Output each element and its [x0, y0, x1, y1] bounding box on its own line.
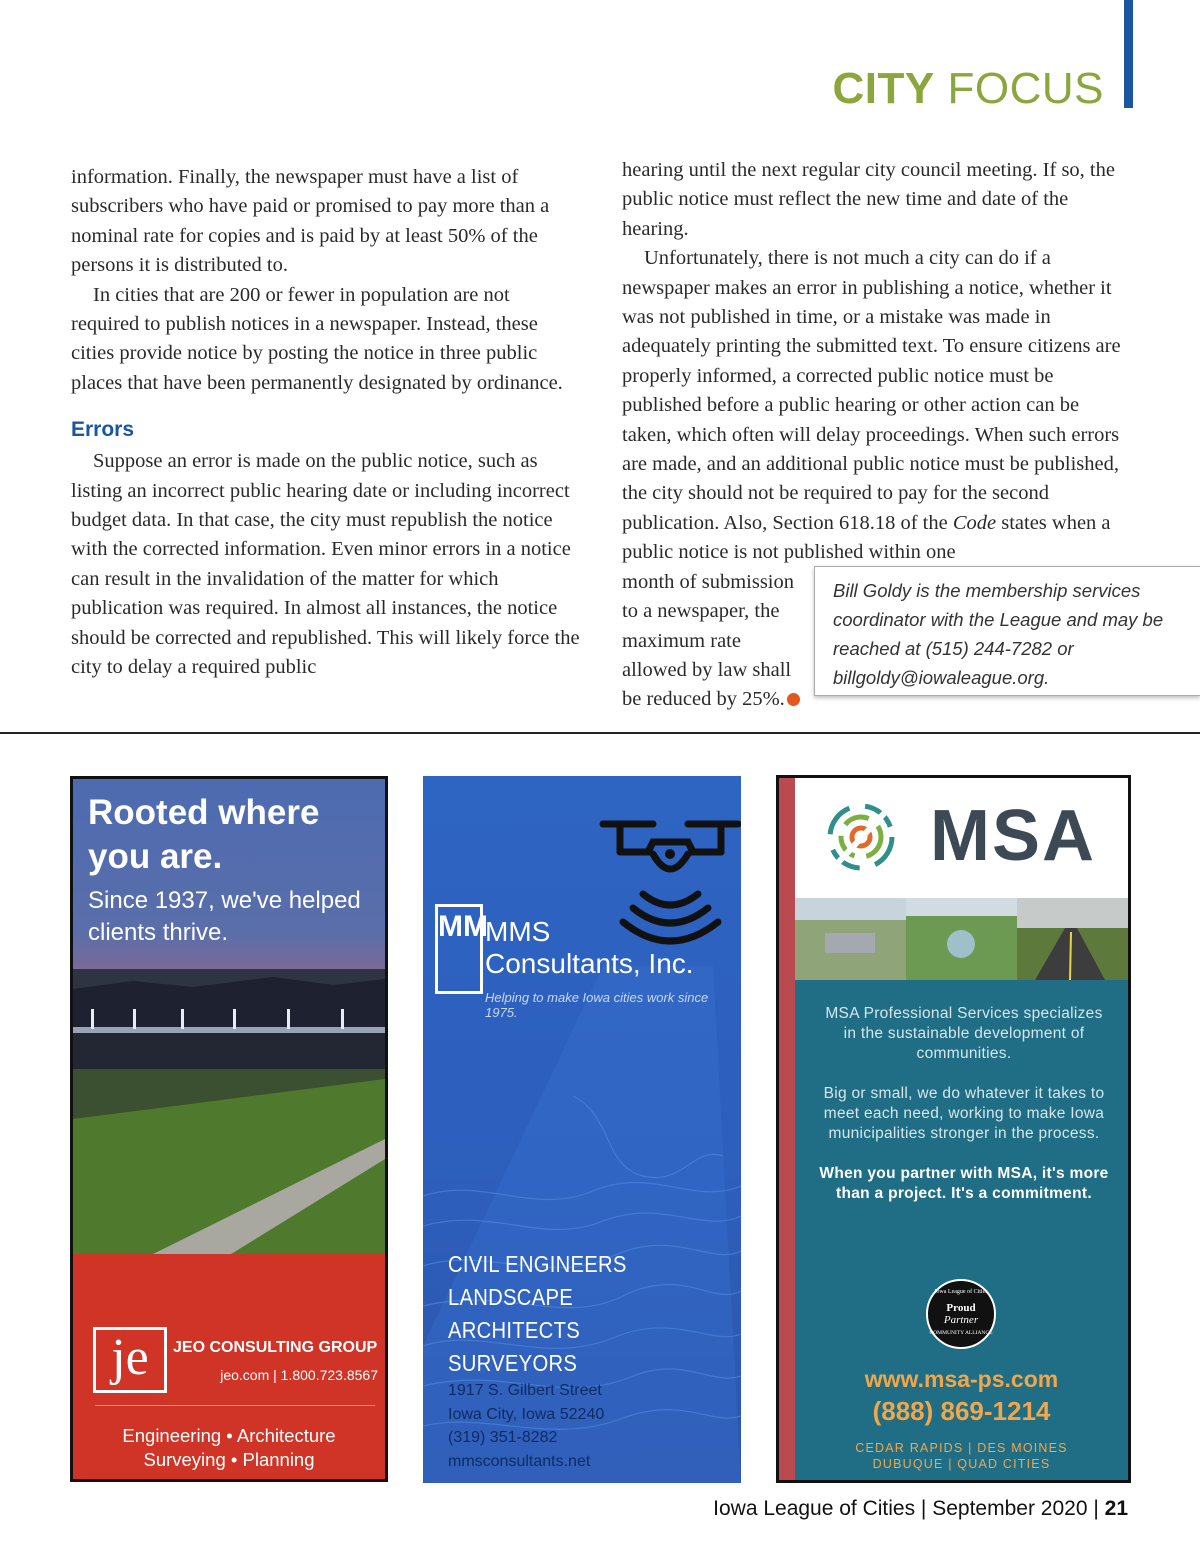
mms-address-line: Iowa City, Iowa 52240 — [448, 1405, 605, 1423]
mms-services — [448, 1248, 706, 1380]
page-divider — [0, 732, 1200, 734]
proud-partner-badge — [926, 1279, 996, 1349]
badge-proud: Proud — [946, 1302, 976, 1314]
msa-cities-line: CEDAR RAPIDS | DES MOINES — [855, 1441, 1068, 1455]
msa-logo-panel — [795, 778, 1128, 898]
paragraph-text: states when a public notice is not published within one — [622, 511, 1111, 564]
msa-cities — [795, 1440, 1128, 1472]
msa-project-photos — [795, 898, 1128, 980]
ad-mms-consultants[interactable] — [423, 776, 741, 1483]
mms-website[interactable]: mmsconsultants.net — [448, 1452, 591, 1470]
mms-address-line: 1917 S. Gilbert Street — [448, 1382, 602, 1399]
mms-tagline: Helping to make Iowa cities work since 1975. — [485, 990, 709, 1020]
code-reference: Code — [952, 511, 997, 534]
mms-address — [448, 1379, 604, 1473]
msa-desc-paragraph: Big or small, we do whatever it takes to meet each need, working to make Iowa municipalities stronger in the process. — [823, 1085, 1105, 1142]
ad-msa-professional[interactable] — [776, 775, 1131, 1483]
mms-service: SURVEYORS — [448, 1350, 578, 1376]
paragraph: hearing until the next regular city council meeting. If so, the public notice must reflect the new time and date of the hearing. — [622, 159, 1115, 240]
mms-service: LANDSCAPE ARCHITECTS — [448, 1284, 580, 1343]
end-mark-icon — [787, 693, 800, 706]
paragraph-text: Unfortunately, there is not much a city can do if a newspaper makes an error in publishing a notice, whether it was not published in time, or a mistake was made in adequately printing the submitted text. To ensure citizens are properly informed, a corrected public notice must be published before a public hearing or other action can be taken, which often will delay proceedings. When such errors are made, and an additional public notice must be published, the city should not be required to pay for the second publication. Also, Section 618.18 of the — [622, 247, 1121, 534]
section-title — [833, 64, 1104, 114]
mms-service: CIVIL ENGINEERS — [448, 1251, 627, 1277]
msa-description — [819, 1004, 1109, 1224]
mms-name — [485, 916, 694, 980]
msa-wordmark: MSA — [930, 796, 1096, 876]
mms-name-line1: MMS — [485, 916, 551, 947]
jeo-company-name: JEO CONSULTING GROUP — [173, 1339, 378, 1356]
page-footer — [713, 1497, 1128, 1521]
badge-bottom-text: COMMUNITY ALLIANCE — [929, 1330, 993, 1336]
mms-phone[interactable]: (319) 351-8282 — [448, 1429, 558, 1446]
author-bio-box: Bill Goldy is the membership services coordinator with the League and may be reached at (515) 244-7282 or billgoldy@iowaleague.org. — [814, 566, 1200, 696]
msa-cities-line: DUBUQUE | QUAD CITIES — [872, 1457, 1051, 1471]
jeo-services-line2: Surveying • Planning — [143, 1449, 315, 1470]
paragraph: In cities that are 200 or fewer in population are not required to publish notices in a newspaper. Instead, these cities provide notice by posting the notice in three public places that have been permanently designated by ordinance. — [71, 283, 563, 394]
paragraph — [622, 244, 1132, 567]
paragraph-narrow — [622, 568, 810, 715]
msa-phone[interactable]: (888) 869-1214 — [872, 1396, 1051, 1426]
paragraph: information. Finally, the newspaper must have a list of subscribers who have paid or promised to pay more than a nominal rate for copies and is paid by at least 50% of the persons it is distributed to. — [71, 166, 550, 277]
section-title-word1: CITY — [832, 64, 935, 113]
jeo-services — [73, 1424, 385, 1472]
jeo-headline: Rooted where you are. — [88, 793, 320, 876]
jeo-bridge-photo — [73, 969, 385, 1259]
divider — [95, 1405, 375, 1406]
msa-side-stripe — [779, 778, 795, 1483]
jeo-services-line1: Engineering • Architecture — [122, 1425, 336, 1446]
paragraph-text: month of submission to a newspaper, the maximum rate allowed by law shall be reduced by 25%. — [622, 570, 794, 711]
ad-jeo-consulting[interactable] — [70, 776, 388, 1482]
msa-website[interactable]: www.msa-ps.com — [864, 1366, 1059, 1392]
section-heading-errors: Errors — [71, 418, 135, 442]
jeo-subline: Since 1937, we've helped clients thrive. — [88, 887, 361, 946]
footer-publication: Iowa League of Cities | September 2020 | — [713, 1497, 1099, 1520]
jeo-contact[interactable]: jeo.com | 1.800.723.8567 — [220, 1367, 378, 1383]
jeo-logo: je — [93, 1327, 167, 1393]
badge-partner: Partner — [943, 1314, 979, 1326]
mms-logo: MM — [435, 904, 483, 994]
msa-logo-icon — [821, 800, 905, 874]
page-number: 21 — [1104, 1497, 1128, 1520]
paragraph: Suppose an error is made on the public notice, such as listing an incorrect public hearing date or including incorrect budget data. In that case, the city must republish the notice with the corrected information. Even minor errors in a notice can result in the invalidation of the matter for which publication was required. In almost all instances, the notice should be corrected and republished. This will likely force the city to delay a required public — [71, 450, 580, 679]
article-column-1 — [71, 163, 581, 683]
header-accent-bar — [1124, 0, 1133, 108]
badge-top-text: Iowa League of Cities — [934, 1289, 988, 1295]
msa-desc-bold: When you partner with MSA, it's more than a project. It's a commitment. — [819, 1165, 1109, 1202]
mms-name-line2: Consultants, Inc. — [485, 948, 694, 979]
section-title-word2: FOCUS — [947, 64, 1104, 113]
msa-desc-paragraph: MSA Professional Services specializes in the sustainable development of communities. — [825, 1005, 1103, 1062]
